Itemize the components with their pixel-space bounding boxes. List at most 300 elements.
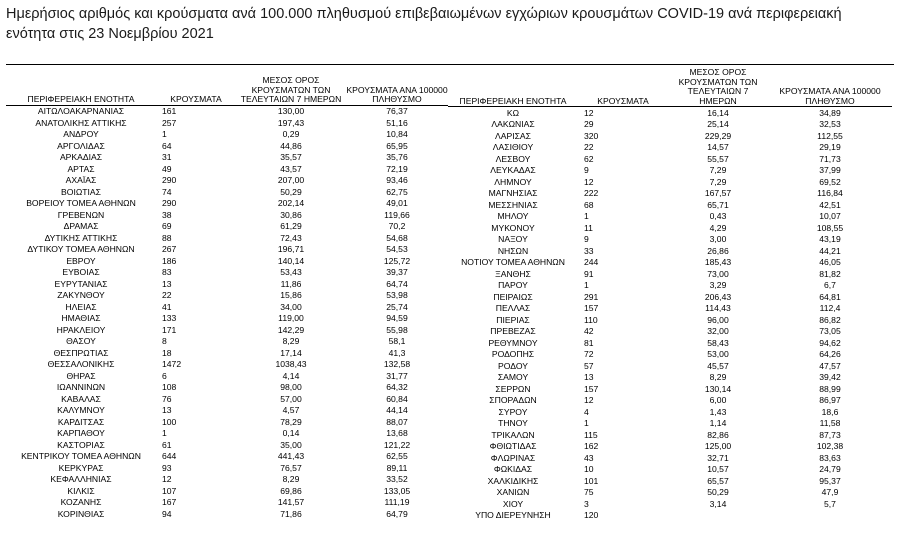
cases-per-100000-cell: 93,46 xyxy=(386,175,408,186)
avg-7-days-cell: 32,71 xyxy=(707,452,729,463)
cases-per-100000-cell: 86,82 xyxy=(819,314,841,325)
cases-per-100000-cell: 94,62 xyxy=(819,337,841,348)
table-row xyxy=(6,428,448,440)
table-row xyxy=(448,165,892,177)
avg-7-days-cell: 65,71 xyxy=(707,199,729,210)
cases-per-100000-cell: 29,19 xyxy=(819,142,841,153)
table-row xyxy=(6,210,448,222)
region-cell: ΔΥΤΙΚΟΥ ΤΟΜΕΑ ΑΘΗΝΩΝ xyxy=(27,244,135,255)
cases-per-100000-cell: 119,66 xyxy=(384,209,410,220)
avg-7-days-cell: 43,57 xyxy=(280,163,302,174)
region-cell: ΛΕΥΚΑΔΑΣ xyxy=(490,165,536,176)
cases-cell: 33 xyxy=(584,245,594,256)
table-row xyxy=(6,233,448,245)
cases-cell: 6 xyxy=(162,370,167,381)
table-row xyxy=(6,417,448,429)
cases-cell: 110 xyxy=(584,314,598,325)
region-cell: ΚΕΡΚΥΡΑΣ xyxy=(58,462,104,473)
cases-per-100000-cell: 47,9 xyxy=(821,487,839,498)
cases-cell: 62 xyxy=(584,153,594,164)
cases-per-100000-cell: 64,79 xyxy=(386,508,408,519)
table-row xyxy=(448,383,892,395)
table-row xyxy=(448,395,892,407)
avg-7-days-cell: 1,43 xyxy=(709,406,727,417)
region-cell: ΜΥΚΟΝΟΥ xyxy=(491,222,535,233)
cases-per-100000-cell: 94,59 xyxy=(386,313,408,324)
region-cell: ΜΗΛΟΥ xyxy=(497,211,529,222)
cases-per-100000-cell: 73,05 xyxy=(819,326,841,337)
avg-7-days-cell: 3,29 xyxy=(709,280,727,291)
cases-per-100000-cell: 44,21 xyxy=(819,245,841,256)
region-cell: ΠΑΡΟΥ xyxy=(498,280,528,291)
region-cell: ΚΕΝΤΡΙΚΟΥ ΤΟΜΕΑ ΑΘΗΝΩΝ xyxy=(21,451,141,462)
cases-cell: 9 xyxy=(584,165,589,176)
cases-per-100000-cell: 64,32 xyxy=(386,382,408,393)
cases-per-100000-cell: 71,73 xyxy=(819,153,841,164)
cases-per-100000-cell: 83,63 xyxy=(819,452,841,463)
left-data-table xyxy=(6,68,448,520)
cases-per-100000-cell: 95,37 xyxy=(819,475,841,486)
cases-cell: 1 xyxy=(584,280,589,291)
table-row xyxy=(6,394,448,406)
avg-7-days-cell: 53,43 xyxy=(280,267,302,278)
title-line-2: ενότητα στις 23 Νοεμβρίου 2021 xyxy=(6,26,214,42)
table-row xyxy=(6,221,448,233)
region-cell: ΑΡΓΟΛΙΔΑΣ xyxy=(57,140,105,151)
cases-cell: 291 xyxy=(584,291,599,302)
table-row xyxy=(448,234,892,246)
avg-7-days-cell: 14,57 xyxy=(707,142,729,153)
table-row xyxy=(6,141,448,153)
cases-cell: 69 xyxy=(162,221,172,232)
avg-7-days-cell: 16,14 xyxy=(707,107,729,118)
region-cell: ΠΕΙΡΑΙΩΣ xyxy=(493,291,533,302)
cases-per-100000-cell xyxy=(768,510,892,522)
right-data-table xyxy=(448,68,892,521)
region-cell: ΑΧΑΪΑΣ xyxy=(65,175,97,186)
region-cell: ΜΕΣΣΗΝΙΑΣ xyxy=(488,199,538,210)
cases-cell: 1 xyxy=(162,428,167,439)
cases-cell: 31 xyxy=(162,152,172,163)
table-row xyxy=(6,198,448,210)
region-cell: ΡΟΔΟΥ xyxy=(498,360,528,371)
cases-per-100000-cell: 86,97 xyxy=(819,395,841,406)
region-cell: ΡΕΘΥΜΝΟΥ xyxy=(488,337,538,348)
region-cell: ΤΡΙΚΑΛΩΝ xyxy=(491,429,535,440)
region-cell: ΑΝΔΡΟΥ xyxy=(63,129,99,140)
cases-cell: 257 xyxy=(162,117,177,128)
table-row xyxy=(6,118,448,130)
avg-7-days-cell: 206,43 xyxy=(704,291,732,302)
cases-cell: 57 xyxy=(584,360,594,371)
header-cases: ΚΡΟΥΣΜΑΤΑ xyxy=(578,68,668,107)
region-cell: ΘΑΣΟΥ xyxy=(66,336,96,347)
table-row xyxy=(448,441,892,453)
table-row xyxy=(6,486,448,498)
region-cell: ΑΡΤΑΣ xyxy=(67,163,95,174)
avg-7-days-cell: 35,00 xyxy=(280,439,302,450)
cases-per-100000-cell: 112,4 xyxy=(819,303,841,314)
avg-7-days-cell: 76,57 xyxy=(280,462,302,473)
header-cases-per-100000: ΚΡΟΥΣΜΑΤΑ ΑΝΑ 100000 ΠΛΗΘΥΣΜΟ xyxy=(768,68,892,107)
region-cell: ΘΕΣΣΑΛΟΝΙΚΗΣ xyxy=(47,359,115,370)
cases-cell: 1472 xyxy=(162,359,182,370)
avg-7-days-cell: 207,00 xyxy=(277,175,305,186)
region-cell: ΣΑΜΟΥ xyxy=(497,372,529,383)
cases-per-100000-cell: 51,16 xyxy=(386,117,408,128)
avg-7-days-cell: 229,29 xyxy=(704,130,732,141)
region-cell: ΗΡΑΚΛΕΙΟΥ xyxy=(56,324,106,335)
table-row xyxy=(6,509,448,521)
cases-cell: 290 xyxy=(162,175,177,186)
table-row xyxy=(6,187,448,199)
cases-per-100000-cell: 46,05 xyxy=(819,257,841,268)
table-row xyxy=(448,257,892,269)
avg-7-days-cell: 98,00 xyxy=(280,382,302,393)
avg-7-days-cell: 72,43 xyxy=(280,232,302,243)
table-row xyxy=(6,290,448,302)
table-row xyxy=(448,245,892,257)
cases-cell: 42 xyxy=(584,326,594,337)
cases-cell: 11 xyxy=(584,222,593,233)
cases-per-100000-cell: 121,22 xyxy=(383,439,411,450)
cases-per-100000-cell: 72,19 xyxy=(386,163,408,174)
region-cell: ΕΥΡΥΤΑΝΙΑΣ xyxy=(54,278,108,289)
region-cell: ΑΡΚΑΔΙΑΣ xyxy=(59,152,103,163)
avg-7-days-cell: 141,57 xyxy=(277,497,305,508)
cases-per-100000-cell: 42,51 xyxy=(819,199,841,210)
avg-7-days-cell: 17,14 xyxy=(280,347,302,358)
avg-7-days-cell: 1,14 xyxy=(709,418,727,429)
cases-per-100000-cell: 35,76 xyxy=(386,152,408,163)
cases-cell: 93 xyxy=(162,462,172,473)
table-row xyxy=(448,280,892,292)
region-cell: ΡΟΔΟΠΗΣ xyxy=(491,349,535,360)
table-row xyxy=(448,268,892,280)
table-row xyxy=(6,256,448,268)
cases-cell: 157 xyxy=(584,383,599,394)
cases-cell: 100 xyxy=(162,416,177,427)
cases-cell: 167 xyxy=(162,497,177,508)
cases-per-100000-cell: 64,81 xyxy=(819,291,841,302)
avg-7-days-cell: 3,14 xyxy=(709,498,727,509)
table-row xyxy=(6,359,448,371)
avg-7-days-cell: 119,00 xyxy=(278,313,304,324)
cases-per-100000-cell: 5,7 xyxy=(824,498,836,509)
cases-cell: 12 xyxy=(584,176,594,187)
region-cell: ΚΩ xyxy=(506,107,520,118)
cases-cell: 101 xyxy=(584,475,599,486)
cases-cell: 22 xyxy=(162,290,172,301)
cases-per-100000-cell: 62,75 xyxy=(386,186,408,197)
cases-per-100000-cell: 108,55 xyxy=(816,222,844,233)
region-cell: ΝΗΣΩΝ xyxy=(497,245,529,256)
avg-7-days-cell: 26,86 xyxy=(707,245,729,256)
cases-per-100000-cell: 13,68 xyxy=(386,428,408,439)
cases-per-100000-cell: 39,42 xyxy=(819,372,841,383)
cases-cell: 13 xyxy=(162,405,172,416)
table-row xyxy=(6,348,448,360)
table-row xyxy=(448,406,892,418)
table-row xyxy=(448,464,892,476)
cases-cell: 74 xyxy=(162,186,172,197)
region-cell: ΞΑΝΘΗΣ xyxy=(495,268,531,279)
avg-7-days-cell: 45,57 xyxy=(707,360,729,371)
table-row xyxy=(448,349,892,361)
cases-per-100000-cell: 6,7 xyxy=(824,280,836,291)
cases-per-100000-cell: 41,3 xyxy=(388,347,406,358)
avg-7-days-cell: 32,00 xyxy=(707,326,729,337)
table-row xyxy=(6,325,448,337)
cases-per-100000-cell: 44,14 xyxy=(386,405,408,416)
avg-7-days-cell: 8,29 xyxy=(709,372,727,383)
avg-7-days-cell: 7,29 xyxy=(709,165,727,176)
avg-7-days-cell: 25,14 xyxy=(707,119,729,130)
cases-cell: 72 xyxy=(584,349,594,360)
region-cell: ΠΕΛΛΑΣ xyxy=(495,303,531,314)
cases-cell: 1 xyxy=(584,418,589,429)
cases-cell: 222 xyxy=(584,188,599,199)
avg-7-days-cell: 71,86 xyxy=(280,508,302,519)
avg-7-days-cell: 4,14 xyxy=(282,370,300,381)
region-cell: ΙΩΑΝΝΙΝΩΝ xyxy=(56,382,106,393)
table-row xyxy=(448,291,892,303)
cases-cell: 115 xyxy=(584,429,598,440)
table-row xyxy=(448,176,892,188)
cases-cell: 3 xyxy=(584,498,589,509)
avg-7-days-cell: 185,43 xyxy=(704,257,732,268)
table-row xyxy=(6,279,448,291)
header-avg-7-days: ΜΕΣΟΣ ΟΡΟΣ ΚΡΟΥΣΜΑΤΩΝ ΤΩΝ ΤΕΛΕΥΤΑΙΩΝ 7 ΗΜΕΡΩΝ xyxy=(236,68,346,106)
cases-per-100000-cell: 39,37 xyxy=(386,267,408,278)
table-row xyxy=(448,360,892,372)
cases-per-100000-cell: 64,26 xyxy=(819,349,841,360)
cases-per-100000-cell: 81,82 xyxy=(819,268,841,279)
region-cell: ΚΑΡΔΙΤΣΑΣ xyxy=(57,416,105,427)
region-cell: ΒΟΡΕΙΟΥ ΤΟΜΕΑ ΑΘΗΝΩΝ xyxy=(26,198,136,209)
cases-cell: 267 xyxy=(162,244,177,255)
avg-7-days-cell: 35,57 xyxy=(280,152,302,163)
cases-cell: 41 xyxy=(162,301,172,312)
cases-cell: 88 xyxy=(162,232,172,243)
region-cell: ΗΜΑΘΙΑΣ xyxy=(61,313,101,324)
table-row xyxy=(6,152,448,164)
cases-per-100000-cell: 47,57 xyxy=(819,360,841,371)
region-cell: ΠΙΕΡΙΑΣ xyxy=(496,314,530,325)
cases-cell: 186 xyxy=(162,255,177,266)
region-cell: ΚΙΛΚΙΣ xyxy=(67,485,95,496)
avg-7-days-cell: 15,86 xyxy=(280,290,302,301)
region-cell: ΔΥΤΙΚΗΣ ΑΤΤΙΚΗΣ xyxy=(44,232,118,243)
avg-7-days-cell: 142,29 xyxy=(277,324,305,335)
table-row xyxy=(448,153,892,165)
cases-per-100000-cell: 111,19 xyxy=(384,497,410,508)
region-cell: ΧΑΝΙΩΝ xyxy=(496,487,530,498)
cases-cell: 83 xyxy=(162,267,172,278)
avg-7-days-cell: 0,14 xyxy=(282,428,300,439)
region-cell: ΠΡΕΒΕΖΑΣ xyxy=(490,326,536,337)
region-cell: ΥΠΟ ΔΙΕΡΕΥΝΗΣΗ xyxy=(475,510,551,521)
cases-per-100000-cell: 55,98 xyxy=(386,324,408,335)
cases-cell: 43 xyxy=(584,452,594,463)
avg-7-days-cell: 55,57 xyxy=(707,153,729,164)
cases-cell: 64 xyxy=(162,140,172,151)
table-row xyxy=(448,372,892,384)
avg-7-days-cell xyxy=(668,510,768,522)
avg-7-days-cell: 8,29 xyxy=(282,474,300,485)
avg-7-days-cell: 82,86 xyxy=(707,429,729,440)
cases-per-100000-cell: 69,52 xyxy=(819,176,841,187)
region-cell: ΦΘΙΩΤΙΔΑΣ xyxy=(489,441,537,452)
avg-7-days-cell: 8,29 xyxy=(282,336,300,347)
region-cell: ΣΠΟΡΑΔΩΝ xyxy=(489,395,537,406)
cases-cell: 320 xyxy=(584,130,599,141)
avg-7-days-cell: 34,00 xyxy=(280,301,302,312)
cases-per-100000-cell: 32,53 xyxy=(819,119,841,130)
table-row xyxy=(448,142,892,154)
region-cell: ΧΑΛΚΙΔΙΚΗΣ xyxy=(487,475,539,486)
cases-per-100000-cell: 11,58 xyxy=(819,418,841,429)
region-cell: ΑΙΤΩΛΟΑΚΑΡΝΑΝΙΑΣ xyxy=(37,106,125,117)
avg-7-days-cell: 57,00 xyxy=(280,393,302,404)
table-row xyxy=(6,474,448,486)
left-table-body xyxy=(6,106,448,521)
region-cell: ΘΗΡΑΣ xyxy=(66,370,96,381)
cases-per-100000-cell: 53,98 xyxy=(386,290,408,301)
header-cases: ΚΡΟΥΣΜΑΤΑ xyxy=(156,68,236,106)
table-row xyxy=(448,326,892,338)
table-row xyxy=(6,336,448,348)
avg-7-days-cell: 50,29 xyxy=(707,487,729,498)
avg-7-days-cell: 65,57 xyxy=(707,475,729,486)
cases-cell: 94 xyxy=(162,508,172,519)
cases-per-100000-cell: 116,84 xyxy=(817,188,843,199)
cases-per-100000-cell: 102,38 xyxy=(816,441,844,452)
cases-per-100000-cell: 88,07 xyxy=(386,416,408,427)
region-cell: ΒΟΙΩΤΙΑΣ xyxy=(61,186,101,197)
table-row xyxy=(6,451,448,463)
cases-per-100000-cell: 31,77 xyxy=(386,370,408,381)
table-row xyxy=(6,440,448,452)
table-row xyxy=(448,452,892,464)
table-row xyxy=(6,129,448,141)
table-row xyxy=(448,119,892,131)
region-cell: ΛΑΣΙΘΙΟΥ xyxy=(492,142,534,153)
cases-cell: 108 xyxy=(162,382,177,393)
avg-7-days-cell: 196,71 xyxy=(277,244,305,255)
avg-7-days-cell: 50,29 xyxy=(280,186,302,197)
cases-per-100000-cell: 62,55 xyxy=(386,451,408,462)
avg-7-days-cell: 69,86 xyxy=(280,485,302,496)
avg-7-days-cell: 96,00 xyxy=(707,314,729,325)
cases-cell: 1 xyxy=(584,211,589,222)
cases-cell: 81 xyxy=(584,337,594,348)
cases-per-100000-cell: 49,01 xyxy=(386,198,408,209)
avg-7-days-cell: 4,29 xyxy=(709,222,727,233)
region-cell: ΚΑΡΠΑΘΟΥ xyxy=(57,428,105,439)
region-cell: ΚΟΖΑΝΗΣ xyxy=(60,497,102,508)
region-cell: ΖΑΚΥΝΘΟΥ xyxy=(57,290,105,301)
region-cell: ΚΑΛΥΜΝΟΥ xyxy=(57,405,105,416)
cases-cell: 157 xyxy=(584,303,599,314)
region-cell: ΘΕΣΠΡΩΤΙΑΣ xyxy=(53,347,109,358)
region-cell: ΜΑΓΝΗΣΙΑΣ xyxy=(488,188,538,199)
region-cell: ΕΥΒΟΙΑΣ xyxy=(62,267,100,278)
avg-7-days-cell: 4,57 xyxy=(282,405,300,416)
right-table-body xyxy=(448,107,892,522)
cases-cell: 290 xyxy=(162,198,177,209)
cases-per-100000-cell: 54,68 xyxy=(386,232,408,243)
table-row xyxy=(448,222,892,234)
region-cell: ΛΑΚΩΝΙΑΣ xyxy=(491,119,535,130)
table-row xyxy=(6,267,448,279)
avg-7-days-cell: 1038,43 xyxy=(275,359,307,370)
cases-per-100000-cell: 64,74 xyxy=(386,278,408,289)
avg-7-days-cell: 78,29 xyxy=(280,416,302,427)
cases-cell: 171 xyxy=(162,324,177,335)
page-title xyxy=(6,4,886,44)
cases-per-100000-cell: 43,19 xyxy=(819,234,841,245)
table-row xyxy=(448,314,892,326)
cases-per-100000-cell: 132,58 xyxy=(383,359,411,370)
cases-per-100000-cell: 60,84 xyxy=(386,393,408,404)
top-rule xyxy=(6,64,894,65)
header-region: ΠΕΡΙΦΕΡΕΙΑΚΗ ΕΝΟΤΗΤΑ xyxy=(6,68,156,106)
region-cell: ΚΑΒΑΛΑΣ xyxy=(61,393,101,404)
avg-7-days-cell: 53,00 xyxy=(707,349,729,360)
cases-per-100000-cell: 25,74 xyxy=(386,301,408,312)
cases-cell: 10 xyxy=(584,464,594,475)
table-row xyxy=(448,130,892,142)
region-cell: ΦΩΚΙΔΑΣ xyxy=(493,464,533,475)
cases-cell: 161 xyxy=(162,106,177,117)
avg-7-days-cell: 167,57 xyxy=(704,188,732,199)
table-row xyxy=(448,487,892,499)
cases-per-100000-cell: 34,89 xyxy=(819,107,841,118)
table-row xyxy=(448,337,892,349)
cases-per-100000-cell: 70,2 xyxy=(388,221,406,232)
avg-7-days-cell: 10,57 xyxy=(707,464,729,475)
table-row xyxy=(6,382,448,394)
cases-cell: 13 xyxy=(162,278,172,289)
region-cell: ΗΛΕΙΑΣ xyxy=(65,301,97,312)
cases-per-100000-cell: 58,1 xyxy=(388,336,406,347)
region-cell: ΣΥΡΟΥ xyxy=(498,406,528,417)
table-row xyxy=(448,418,892,430)
cases-cell: 22 xyxy=(584,142,594,153)
cases-cell: 244 xyxy=(584,257,599,268)
table-row xyxy=(6,463,448,475)
title-line-1: Ημερήσιος αριθμός και κρούσματα ανά 100.000 πληθυσμού επιβεβαιωμένων εγχώριων κρουσμάτων COVID-19 ανά περιφερειακή xyxy=(6,6,842,22)
cases-per-100000-cell: 76,37 xyxy=(386,106,408,117)
region-cell: ΑΝΑΤΟΛΙΚΗΣ ΑΤΤΙΚΗΣ xyxy=(35,117,127,128)
region-cell: ΚΑΣΤΟΡΙΑΣ xyxy=(57,439,105,450)
table-row xyxy=(448,188,892,200)
table-row xyxy=(448,303,892,315)
cases-cell: 91 xyxy=(584,268,594,279)
cases-per-100000-cell: 54,53 xyxy=(386,244,408,255)
table-row xyxy=(448,107,892,119)
table-row xyxy=(6,371,448,383)
cases-cell: 75 xyxy=(584,487,594,498)
avg-7-days-cell: 114,43 xyxy=(705,303,731,314)
cases-cell: 4 xyxy=(584,406,589,417)
region-cell: ΓΡΕΒΕΝΩΝ xyxy=(57,209,105,220)
region-cell: ΤΗΝΟΥ xyxy=(498,418,528,429)
table-row xyxy=(448,498,892,510)
cases-cell: 1 xyxy=(162,129,167,140)
avg-7-days-cell: 58,43 xyxy=(707,337,729,348)
